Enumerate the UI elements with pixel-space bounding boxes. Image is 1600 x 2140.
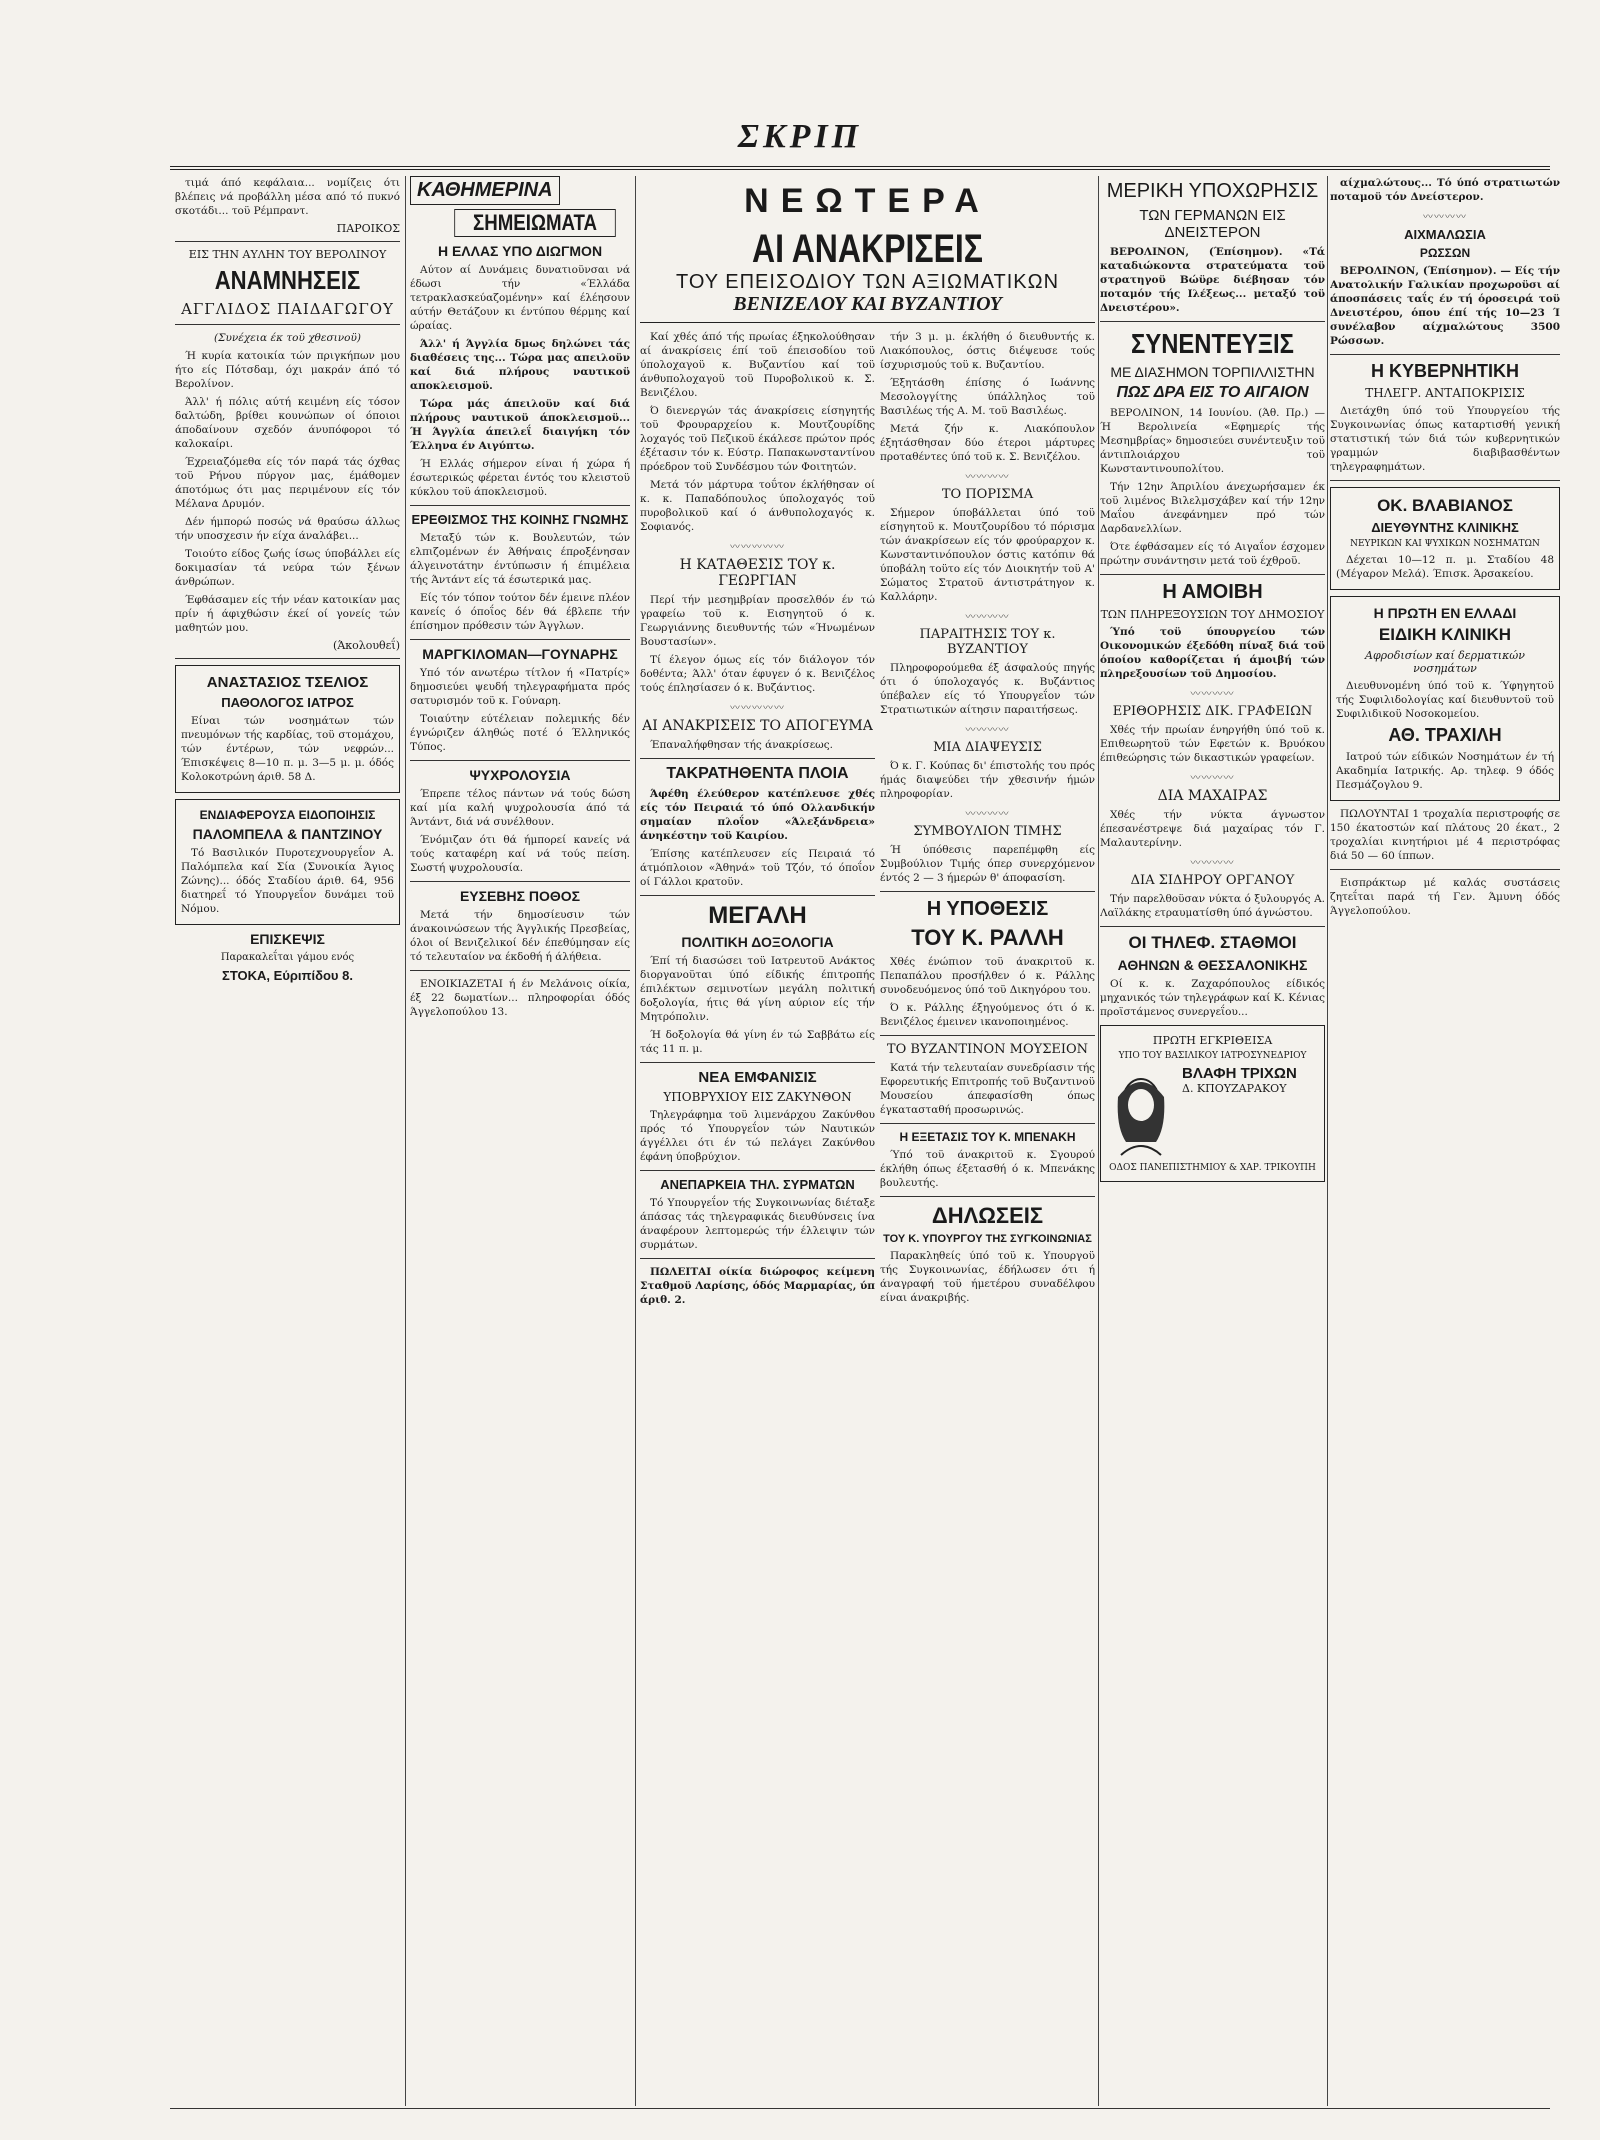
divider [410,760,630,761]
section-title: ΑΙΧΜΑΛΩΣΙΑ [1404,227,1486,242]
section-title: ΕΡΙΘΟΡΗΣΙΣ ΔΙΚ. ΓΡΑΦΕΙΩΝ [1112,704,1313,719]
ad-vlavianos-specialty: ΝΕΥΡΙΚΩΝ ΚΑΙ ΨΥΧΙΚΩΝ ΝΟΣΗΜΑΤΩΝ [1350,539,1540,549]
article-paragraph: τήν 3 μ. μ. έκλήθη ό διευθυντής κ. Λιακόπουλος, όστις διέψευσε τούς ίσχυρισμούς τοϋ κ. Βυζαντίου. [880,331,1095,371]
ornament-divider: 〰〰〰〰 [1423,212,1467,223]
divider [880,1035,1095,1036]
divider [1100,321,1325,322]
section-title: ΠΑΡΑΙΤΗΣΙΣ ΤΟΥ κ. ΒΥΖΑΝΤΙΟΥ [919,627,1056,657]
divider [410,970,630,971]
article-paragraph: Ή Ελλάς σήμερον είναι ή χώρα ή έσωτερικώς φέρεται έντός του κλειστοϋ κύκλου τοϋ άποκλεισμοϋ. [410,458,630,498]
article-paragraph: Ύπό τοϋ ύπουργείου τών Οικονομικών έξεδόθη πίναξ διά τοϋ όποίου καθορίζεται ή άμοιβή τών πληρεξουσίων τοϋ Δημοσίου. [1100,626,1325,680]
section-headline: Η ΑΜΟΙΒΗ [1162,581,1263,603]
article-paragraph: Είς τόν τόπον τούτον δέν έμεινε πλέον κανείς ό όποΐος δέν θά έβλεπε τήν έπίσημον πρόθεσιν τών Άγγλων. [410,592,630,632]
article-paragraph: Ό διενεργών τάς άνακρίσεις είσηγητής τοϋ Φρουραρχείου κ. Μουτζουρίδης λοχαγός τοϋ Πεζικοϋ έκάλεσε πρώτον πρός έξέτασιν τόν κ. Εύστρ. Παπακωνσταντίνου πρόεδρον τοϋ Συνδέσμου τών Φοιτητών. [640,405,875,473]
article-paragraph: Χθές τήν πρωίαν ένηργήθη ύπό τοϋ κ. Επιθεωρητοϋ τών Εφετών κ. Βρυόκου έπιθεώρησις τών δικαστικών γραφείων. [1100,724,1325,764]
section-title: ΝΕΑ ΕΜΦΑΝΙΣΙΣ [698,1069,817,1086]
ad-episkepsis-name: ΣΤΟΚΑ, Εύριπίδου 8. [222,968,353,983]
neotera-label: ΝΕΩΤΕΡΑ [744,182,991,220]
ad-vlafi-sub: ΥΠΟ ΤΟΥ ΒΑΣΙΛΙΚΟΥ ΙΑΤΡΟΣΥΝΕΔΡΙΟΥ [1118,1051,1307,1061]
section-subhead: ΤΩΝ ΠΛΗΡΕΞΟΥΣΙΩΝ ΤΟΥ ΔΗΜΟΣΙΟΥ [1100,608,1325,621]
ad-vlavianos-name: ΟΚ. ΒΛΑΒΙΑΝΟΣ [1377,496,1513,515]
article-paragraph: Οί κ. κ. Ζαχαρόπουλος είδικός μηχανικός τών τηλεγράφων καί Κ. Κένιας προϊστάμενος συνεργεΐου... [1100,978,1325,1018]
ad-vlavianos-body: Δέχεται 10—12 π. μ. Σταδίου 48 (Μέγαρον Μελά). Έπισκ. Άρσακείου. [1336,554,1554,580]
column-1 [175,176,400,2106]
column-4 [880,330,1095,2106]
article-paragraph: Χθές τήν νύκτα άγνωστον έπεσανέστρεψε διά μαχαίρας τόν Γ. Μαλαυτερίνην. [1100,809,1325,849]
article-paragraph: Ή δοξολογία θά γίνη έν τώ Σαββάτω είς τάς 11 π. μ. [640,1029,875,1055]
article-paragraph: Ή ύπόθεσις παρεπέμφθη είς Συμβούλιον Τιμής όπερ συνερχόμενον έντός 2 — 3 ήμερών θ' άποφασίση. [880,844,1095,884]
anamniseis-subhead: ΑΓΓΛΙΔΟΣ ΠΑΙΔΑΓΩΓΟΥ [181,300,394,318]
article-paragraph: Άλλ' ή πόλις αύτή κειμένη είς τόσον δαλτώδη, βρίθει κουνώπων οί όποιοι άποδαίνουν σχεδόν άνυπόφοροι τό καλοκαίρι. [175,396,400,450]
article-paragraph: Έπαναλήφθησαν τής άνακρίσεως. [650,739,833,751]
continued-footnote: (Άκολουθεΐ) [333,639,400,652]
section-title: Η ΕΛΛΑΣ ΥΠΟ ΔΙΩΓΜΟΝ [437,243,603,259]
divider [1330,354,1560,355]
article-paragraph: Μετά τήν δημοσίευσιν τών άνακοινώσεων τής Άγγλικής Πρεσβείας, όλοι οί Βενιζελικοί δέν έπεθύμησαν είς τό τελευταίον να έκδοθή ή άλήθεια. [410,909,630,963]
article-paragraph: Σήμερον ύποβάλλεται ύπό τοϋ είσηγητοϋ κ. Μουτζουρίδου τό πόρισμα τών άνακρίσεων είς τόν φρούραρχον κ. Κωνσταντινόπουλον όστις κατόπιν θά ύποβάλη τοϋτο είς τόν Διοικητήν τοϋ Α' Σώματος Στρατοϋ άντιστράτηγον κ. Καλλάρην. [880,507,1095,603]
article-paragraph: Δέν ήμπορώ ποσώς νά θραύσω άλλως τήν υποσχεσιν ήν είχα άναλάβει... [175,516,400,542]
ad-trachili-body: Ιατρού τών είδικών Νοσημάτων έν τή Ακαδημία Ιατρικής. Αρ. τηλεφ. 9 όδός Πεσμάζογλου 9. [1336,751,1554,791]
section-headline: ΔΗΛΩΣΕΙΣ [931,1203,1044,1228]
ad-vlafi-title: ΠΡΩΤΗ ΕΓΚΡΙΘΕΙΣΑ [1152,1034,1273,1047]
divider [880,1196,1095,1197]
article-paragraph: ΒΕΡΟΛΙΝΟΝ, 14 Ιουνίου. (Άθ. Πρ.) — Ή Βερολινεία «Εφημερίς τής Μεσημβρίας» δημοσιεύει συνέντευξιν τοϋ άντιπλοιάρχου τοϋ Κωνσταντινουπολίτου. [1100,407,1325,475]
section-headline: Η ΚΥΒΕΡΝΗΤΙΚΗ [1370,361,1519,381]
article-paragraph: Χθές ένώπιον τοϋ άνακριτοϋ κ. Πεπαπάλου προσήλθεν ό κ. Ράλλης συνοδευόμενος ύπό τοϋ Δικηγόρου του. [880,956,1095,996]
column-3 [640,330,875,2106]
article-paragraph: Αύτον αί Δυνάμεις δυνατιοϋνσαι νά έδωσι τήν «Έλλάδα τετρακλασκεύαζομένην» καί έλέησουν αύτήν Θετάζουν κι έντύπου θέρμης καί ώραίας. [410,264,630,332]
ad-vlafi-address: ΟΔΟΣ ΠΑΝΕΠΙΣΤΗΜΙΟΥ & ΧΑΡ. ΤΡΙΚΟΥΠΗ [1109,1163,1316,1173]
column-divider [635,176,636,2106]
ornament-divider: 〰〰〰〰 [965,472,1010,483]
anamniseis-headline: ΑΝΑΜΝΗΣΕΙΣ [214,265,361,295]
fragment-text: τιμά άπό κεφάλαια... νομίζεις ότι βλέπεις νά προβάλλη μέσα από τό πυκνό σκοτάδι... τοϋ Ρέμπραντ. [175,177,400,217]
article-paragraph: Ότε έφθάσαμεν είς τό Αιγαΐον έσχομεν πρώτην συνάντησιν μετά τοϋ έχθροϋ. [1100,541,1325,567]
article-paragraph: Ύπό τοϋ άνακριτοϋ κ. Σγουρού έκλήθη όπως έξετασθή ό κ. Μπενάκης βουλευτής. [880,1149,1095,1189]
masthead-rule [170,166,1550,170]
ad-trachili-name: ΑΘ. ΤΡΑΧΙΛΗ [1388,725,1502,745]
column-5 [1100,176,1325,2106]
article-paragraph: Παρακληθείς ύπό τοϋ κ. Υπουργοϋ τής Συγκοινωνίας, έδήλωσεν ότι ή άναγραφή τοϋ ήμετέρου συναδέλφου είναι άνακριβής. [880,1250,1095,1304]
divider [1100,574,1325,575]
ad-vlafi-trichon [1100,1025,1325,1182]
divider [175,324,400,325]
synenteuxis-headline: ΣΥΝΕΝΤΕΥΞΙΣ [1131,328,1294,359]
article-paragraph: Τηλεγράφημα τοϋ λιμενάρχου Ζακύνθου πρός τό Υπουργεΐον τών Ναυτικών άγγέλλει ότι έν τώ πελάγει Ζακύνθου έφάνη ύποβρύχιον. [640,1109,875,1163]
section-title: ΑΝΕΠΑΡΚΕΙΑ ΤΗΛ. ΣΥΡΜΑΤΩΝ [660,1177,855,1192]
classified-eispraktor: Εισπράκτωρ μέ καλάς συστάσεις ζητεΐται παρά τή Γεν. Άμυνη όδός Άγγελοπούλου. [1330,877,1560,917]
masthead-title: ΣΚΡΙΠ [737,118,863,155]
article-paragraph: Τό Υπουργεΐον τής Συγκοινωνίας διέταξε άπάσας τάς τηλεγραφικάς διευθύνσεις ίνα άναφέρουν λεπτομερώς τήν έλλειψιν τών συρμάτων. [640,1197,875,1251]
divider [640,1170,875,1171]
article-paragraph: Ένόμιζαν ότι θά ήμπορεί κανείς νά τούς καταφέρη καί νά τούς πείση. Σωστή ψυχρολουσία. [410,834,630,874]
article-paragraph: Τοιούτο είδος ζωής ίσως ύποβάλλει είς δοκιμασίαν τά νεύρα τών ξένων άνθρώπων. [175,548,400,588]
divider [640,1062,875,1063]
column-2 [410,176,630,2106]
section-subhead: ΥΠΟΒΡΥΧΙΟΥ ΕΙΣ ΖΑΚΥΝΘΟΝ [663,1090,852,1104]
article-paragraph: Μετά ζήν κ. Λιακόπουλον έξητάσθησαν δύο έτεροι μάρτυρες προταθέντες ύπό τοϋ κ. Σ. Βενιζέλου. [880,423,1095,463]
anakriseis-subhead: ΤΟΥ ΕΠΕΙΣΟΔΙΟΥ ΤΩΝ ΑΞΙΩΜΑΤΙΚΩΝ [675,271,1060,293]
ad-episkepsis-title: ΕΠΙΣΚΕΨΙΣ [250,931,325,947]
section-title: ΔΙΑ ΣΙΔΗΡΟΥ ΟΡΓΑΝΟΥ [1130,873,1295,888]
divider [1330,480,1560,481]
section-title: Η ΚΑΤΑΘΕΣΙΣ ΤΟΥ κ. ΓΕΩΡΓΙΑΝ [679,557,836,589]
article-paragraph: Τί έλεγον όμως είς τόν διάλογον τόν δοθέντα; Άλλ' όταν έφυγεν ό κ. Βενιζέλος τούς έπλησίασεν ό κ. Βυζάντιος. [640,654,875,694]
ypochorisis-subhead: ΤΩΝ ΓΕΡΜΑΝΩΝ ΕΙΣ ΔΝΕΙΣΤΕΡΟΝ [1139,207,1286,241]
portrait-illustration-icon [1106,1067,1176,1157]
divider [175,241,400,242]
divider [410,881,630,882]
ad-kliniki-title: ΕΙΔΙΚΗ ΚΛΙΝΙΚΗ [1378,625,1512,644]
synenteuxis-subhead: ΜΕ ΔΙΑΣΗΜΟΝ ΤΟΡΠΙΛΛΙΣΤΗΝ [1110,364,1315,380]
section-title: ΕΡΕΘΙΣΜΟΣ ΤΗΣ ΚΟΙΝΗΣ ΓΝΩΜΗΣ [411,512,629,527]
ornament-divider: 〰〰〰〰〰 [730,542,785,553]
section-title: ΑΙ ΑΝΑΚΡΙΣΕΙΣ ΤΟ ΑΠΟΓΕΥΜΑ [642,718,873,734]
anakriseis-subhead-names: ΒΕΝΙΖΕΛΟΥ ΚΑΙ ΒΥΖΑΝΤΙΟΥ [733,293,1002,315]
article-paragraph: ΒΕΡΟΛΙΝΟΝ, (Έπίσημον). «Τά καταδιώκοντα στρατεύματα τοϋ στρατηγοϋ Βώϋρε διέβησαν τόν ποταμόν τής Ιλέξεως... μεταξύ τοϋ Δνειστέρου». [1100,246,1325,314]
divider [880,891,1095,892]
ad-vlafi-name: ΒΛΑΦΗ ΤΡΙΧΩΝ [1182,1065,1297,1082]
ad-kliniki-sub: Αφροδισίων καί δερματικών νοσημάτων [1365,649,1525,675]
article-paragraph: Έπρεπε τέλος πάντων νά τούς δώση καί μία καλή ψυχρολουσία άπό τά Άντάντ, διά νά συνέλθουν. [410,788,630,828]
ypochorisis-headline: ΜΕΡΙΚΗ ΥΠΟΧΩΡΗΣΙΣ [1106,180,1319,202]
ad-vlafi-maker: Δ. ΚΠΟΥΖΑΡΑΚΟΥ [1182,1082,1287,1095]
section-headline: Η ΥΠΟΘΕΣΙΣ [926,898,1049,920]
divider [175,658,400,659]
article-paragraph: Κατά τήν τελευταίαν συνεδρίασιν τής Εφορευτικής Επιτροπής τοϋ Βυζαντινοϋ Μουσείου άπεφασίσθη όπως έγκατασταθή προσωρινώς. [880,1062,1095,1116]
ad-episkepsis-body: Παρακαλεΐται γάμου ενός [220,952,355,963]
neotera-banner [640,182,1095,316]
article-paragraph: Τώρα μάς άπειλοϋν καί διά πλήρους ναυτικοϋ άποκλεισμοϋ... Ή Άγγλία άπειλεΐ διαιγήκη τόν Έλληνα έν Αιγύπτω. [410,398,630,452]
article-paragraph: Έξητάσθη έπίσης ό Ιωάννης Μεσολογγίτης ύπάλληλος τοϋ Βασιλέως τής Α. Μ. τοϋ Βασιλέως. [880,377,1095,417]
article-paragraph: Ό κ. Ράλλης έξηγούμενος ότι ό κ. Βενιζέλος έμεινεν ικανοποιημένος. [880,1002,1095,1028]
ad-kliniki-body: Διευθυνομένη ύπό τοϋ κ. Ύφηγητοϋ τής Συφιλιδολογίας καί διευθυντοϋ τοϋ Συφιλιδικοϋ Νοσοκομείου. [1336,680,1554,720]
synenteuxis-kicker: ΠΩΣ ΔΡΑ ΕΙΣ ΤΟ ΑΙΓΑΙΟΝ [1116,384,1309,401]
ornament-divider: 〰〰〰〰 [1190,858,1235,869]
ornament-divider: 〰〰〰〰〰 [730,703,785,714]
banner-rule [640,322,1095,323]
section-title: ΤΟ ΒΥΖΑΝΤΙΝΟΝ ΜΟΥΣΕΙΟΝ [886,1042,1089,1057]
anakriseis-headline: ΑΙ ΑΝΑΚΡΙΣΕΙΣ [751,227,984,271]
article-paragraph: Άφέθη έλεύθερον κατέπλευσε χθές είς τόν Πειραιά τό ύπό Ολλανδικήν σημαίαν πλοΐον «Άλεξάνδρεια» άνηκέστην τοϋ Καιρίου. [640,788,875,842]
ad-tselios-name: ΑΝΑΣΤΑΣΙΟΣ ΤΣΕΛΙΟΣ [206,674,369,691]
section-title: Η ΕΞΕΤΑΣΙΣ ΤΟΥ Κ. ΜΠΕΝΑΚΗ [899,1130,1076,1144]
ad-vlavianos [1330,487,1560,590]
article-paragraph: Άλλ' ή Άγγλία δμως δηλώνει τάς διαθέσεις της... Τώρα μας απειλοϋν καί διά πλήρους ναυτικοϋ αποκλεισμοϋ. [410,338,630,392]
divider [640,895,875,896]
section-title: ΜΑΡΓΚΙΛΟΜΑΝ—ΓΟΥΝΑΡΗΣ [422,646,618,662]
article-paragraph: Τοιαύτην εύτέλειαν πολεμικής δέν έγνώριζεν άληθώς ποτέ ό Έλληνικός Τύπος. [410,713,630,753]
ad-tselios-title: ΠΑΘΟΛΟΓΟΣ ΙΑΤΡΟΣ [221,695,354,710]
series-label: ΕΙΣ ΤΗΝ ΑΥΛΗΝ ΤΟΥ ΒΕΡΟΛΙΝΟΥ [188,248,387,261]
section-title: ΤΟ ΠΟΡΙΣΜΑ [941,487,1034,502]
section-subhead: ΤΗΛΕΓΡ. ΑΝΤΑΠΟΚΡΙΣΙΣ [1365,386,1525,400]
section-title: ΔΙΑ ΜΑΧΑΙΡΑΣ [1157,788,1268,804]
article-paragraph: Έπίσης κατέπλευσεν είς Πειραιά τό άτμόπλοιον «Άθηνά» τοϋ Τζόν, τό όποΐον οί Γάλλοι κρατοϋν. [640,848,875,888]
ad-palompela-name: ΠΑΛΟΜΠΕΛΑ & ΠΑΝΤΖΙΝΟΥ [192,826,383,842]
divider [640,758,875,759]
article-paragraph: Έχρειαζόμεθα είς τόν παρά τάς όχθας τοϋ Ρήνου πύργον μας, έμάθομεν άποτόμως ότι μας περιμένουν είς τόν Μέλανα Δρυμόν. [175,456,400,510]
section-title: ΤΑΚΡΑΤΗΘΕΝΤΑ ΠΛΟΙΑ [666,765,849,782]
kathimerina-label: ΚΑΘΗΜΕΡΙΝΑ [410,176,560,205]
article-paragraph: Πληροφορούμεθα έξ άσφαλούς πηγής ότι ό ύπολοχαγός κ. Βυζάντιος ύπέβαλεν είς τό Υπουργεΐον τών Στρατιωτικών αίτησιν παραιτήσεως. [880,662,1095,716]
divider [640,1258,875,1259]
article-paragraph: Ό κ. Γ. Κούπας δι' έπιστολής του πρός ήμάς διαψεύδει τήν χθεσινήν ήμών πληροφορίαν. [880,760,1095,800]
article-paragraph: Ή κυρία κατοικία τών πριγκήπων μου ήτο είς Πότσδαμ, όχι μακράν άπό τό Βερολίνον. [175,350,400,390]
ad-kliniki-kicker: Η ΠΡΩΤΗ ΕΝ ΕΛΛΑΔΙ [1373,605,1517,621]
ornament-divider: 〰〰〰〰 [1190,773,1235,784]
article-paragraph: Τήν 12ην Άπριλίου άνεχωρήσαμεν έκ τοϋ λιμένος Βιλελμσχάβεν καί τήν 12ην Μαΐου άνεφάνημεν πρό τών Δαρδανελλίων. [1100,481,1325,535]
ad-palompela-body: Τό Βασιλικόν Πυροτεχνουργεΐον Α. Παλόμπελα καί Σία (Συνοικία Άγιος Ζώνης)... όδός Σταδίου άριθ. 64, 956 διατηρεΐ τό Υπουργεΐον δυνάμει τοϋ Νόμου. [181,847,394,915]
section-headline: ΜΕΓΑΛΗ [708,902,807,929]
article-paragraph: Περί τήν μεσημβρίαν προσελθόν έν τώ γραφείω τοϋ κ. Εισηγητοϋ ό κ. Γεωργιάννης διευθυντής τών «Ήνωμένων Βουστασίων». [640,594,875,648]
section-title: ΨΥΧΡΟΛΟΥΣΙΑ [469,767,571,783]
section-headline: ΟΙ ΤΗΛΕΦ. ΣΤΑΘΜΟΙ [1128,933,1297,952]
article-paragraph: Μετά τόν μάρτυρα τοΰτον έκλήθησαν οί κ. κ. Παπαδόπουλος ύπολοχαγός τοϋ πυροβολικοϋ καί ό άνθυπολοχαγός κ. Σοφιανός. [640,479,875,533]
column-6 [1330,176,1560,2106]
ad-palompela [175,799,400,925]
article-paragraph: Διετάχθη ύπό τοϋ Υπουργείου τής Συγκοινωνίας όπως καταρτισθή γενική στατιστική τών διά τών κυβερνητικών γραμμών διαβιβασθέντων τηλεγραφημάτων. [1330,405,1560,473]
article-paragraph: Μεταξύ τών κ. Βουλευτών, τών ελπιζομένων έν Άθήναις έπροξένησαν άλγεινοτάτην έντύπωσιν ή έπιμέλεια τής Άντάντ είς τά έσωτερικά μας. [410,532,630,586]
divider [1330,869,1560,870]
ornament-divider: 〰〰〰〰 [965,725,1010,736]
ad-eidiki-kliniki [1330,596,1560,801]
ad-tselios [175,665,400,793]
fragment-signature: ΠΑΡΟΙΚΟΣ [336,222,400,235]
section-subhead: ΡΩΣΣΩΝ [1419,246,1471,260]
article-paragraph: Έπί τή διασώσει τοϋ Ιατρευτοϋ Ανάκτος διοργανοϋται ύπό είδικής έπιτροπής έπιλέκτων σεμινοτίων μεγάλη πολιτική δοξολογία, ήτις θά γίνη αύριον είς τήν Μητρόπολιν. [640,955,875,1023]
section-title: ΣΥΜΒΟΥΛΙΟΝ ΤΙΜΗΣ [913,824,1062,839]
ornament-divider: 〰〰〰〰 [1190,689,1235,700]
section-title: ΕΥΣΕΒΗΣ ΠΟΘΟΣ [459,888,581,904]
ad-tselios-body: Είναι τών νοσημάτων τών πνευμόνων τής καρδίας, τοϋ στομάχου, τών έντέρων, τών νεφρών... Έπισκέψεις 8—10 π. μ. 3—5 μ. μ. όδός Κολοκοτρώνη άριθ. 58 Δ. [181,715,394,783]
section-title: ΜΙΑ ΔΙΑΨΕΥΣΙΣ [933,740,1042,755]
article-paragraph: Καί χθές άπό τής πρωίας έξηκολούθησαν αί άνακρίσεις έπί τοϋ έπεισοδίου τοϋ ύπολοχαγοϋ κ. Βυζαντίου καί τοϋ άνθυπολοχαγοϋ τοϋ Πυροβολικοϋ κ. Σ. Βενιζέλου. [640,331,875,399]
article-paragraph: Τήν παρελθοϋσαν νύκτα ό ξυλουργός Α. Λαϊλάκης ετραυματίσθη ύπό άγνώστου. [1100,893,1325,919]
section-subhead: ΠΟΛΙΤΙΚΗ ΔΟΞΟΛΟΓΙΑ [681,934,834,950]
ornament-divider: 〰〰〰〰 [965,612,1010,623]
section-subhead: ΑΘΗΝΩΝ & ΘΕΣΣΑΛΟΝΙΚΗΣ [1117,957,1308,973]
divider [410,639,630,640]
article-paragraph: αίχμαλώτους... Τό ύπό στρατιωτών ποταμοϋ τόν Δνείστερον. [1330,177,1560,203]
classified-poleitai: ΠΩΛΕΙΤΑΙ οίκία διώροφος κείμενη Σταθμοϋ Λαρίσης, όδός Μαρμαρίας, ύπ άριθ. 2. [640,1266,875,1306]
section-subhead: ΤΟΥ Κ. ΥΠΟΥΡΓΟΥ ΤΗΣ ΣΥΓΚΟΙΝΩΝΙΑΣ [883,1233,1092,1245]
footer-rule [170,2108,1550,2109]
article-paragraph: Έφθάσαμεν είς τήν νέαν κατοικίαν μας πρίν ή άφιχθώσιν έκεί οί γονείς τών μαθητών μου. [175,594,400,634]
divider [410,505,630,506]
ad-vlavianos-title: ΔΙΕΥΘΥΝΤΗΣ ΚΛΙΝΙΚΗΣ [1371,520,1519,535]
classified-enoikiazetai: ΕΝΟΙΚΙΑΖΕΤΑΙ ή έν Μελάνοις οίκία, έξ 22 δωματίων... πληροφορίαι όδός Άγγελοπούλου 13. [410,978,630,1018]
section-subhead: ΤΟΥ Κ. ΡΑΛΛΗ [911,925,1064,950]
continued-note: (Συνέχεια έκ τοϋ χθεσινοϋ) [214,332,361,344]
column-divider [1327,176,1328,2106]
divider [880,1123,1095,1124]
classified-polountai: ΠΩΛΟΥΝΤΑΙ 1 τροχαλία περιστροφής σε 150 έκατοστών καί πλάτους 20 έκατ., 2 τροχαλίαι κινητήριοι μέ 4 περιστρόφας διά 50 — 60 ίππων. [1330,808,1560,862]
article-paragraph: ΒΕΡΟΛΙΝΟΝ, (Έπίσημον). — Είς τήν Ανατολικήν Γαλικίαν προχωροϋσι αί άποσπάσεις ταΐς έν τή όροσειρά τοϋ Δνειστέρου, όπου έπί τής 10—23 Ί συνέλαβον αίχμαλώτους 3500 Ρώσσων. [1330,265,1560,347]
column-divider [405,176,406,2106]
simeiomata-label: ΣΗΜΕΙΩΜΑΤΑ [454,209,616,237]
article-paragraph: Υπό τόν ανωτέρω τίτλον ή «Πατρίς» δημοσιεύει ψευδή τηλεγραφήματα πρός σατυρισμόν τοϋ κ. Γούναρη. [410,667,630,707]
ad-palompela-title: ΕΝΔΙΑΦΕΡΟΥΣΑ ΕΙΔΟΠΟΙΗΣΙΣ [199,808,376,822]
divider [1100,926,1325,927]
ornament-divider: 〰〰〰〰 [965,809,1010,820]
column-divider [1098,176,1099,2106]
